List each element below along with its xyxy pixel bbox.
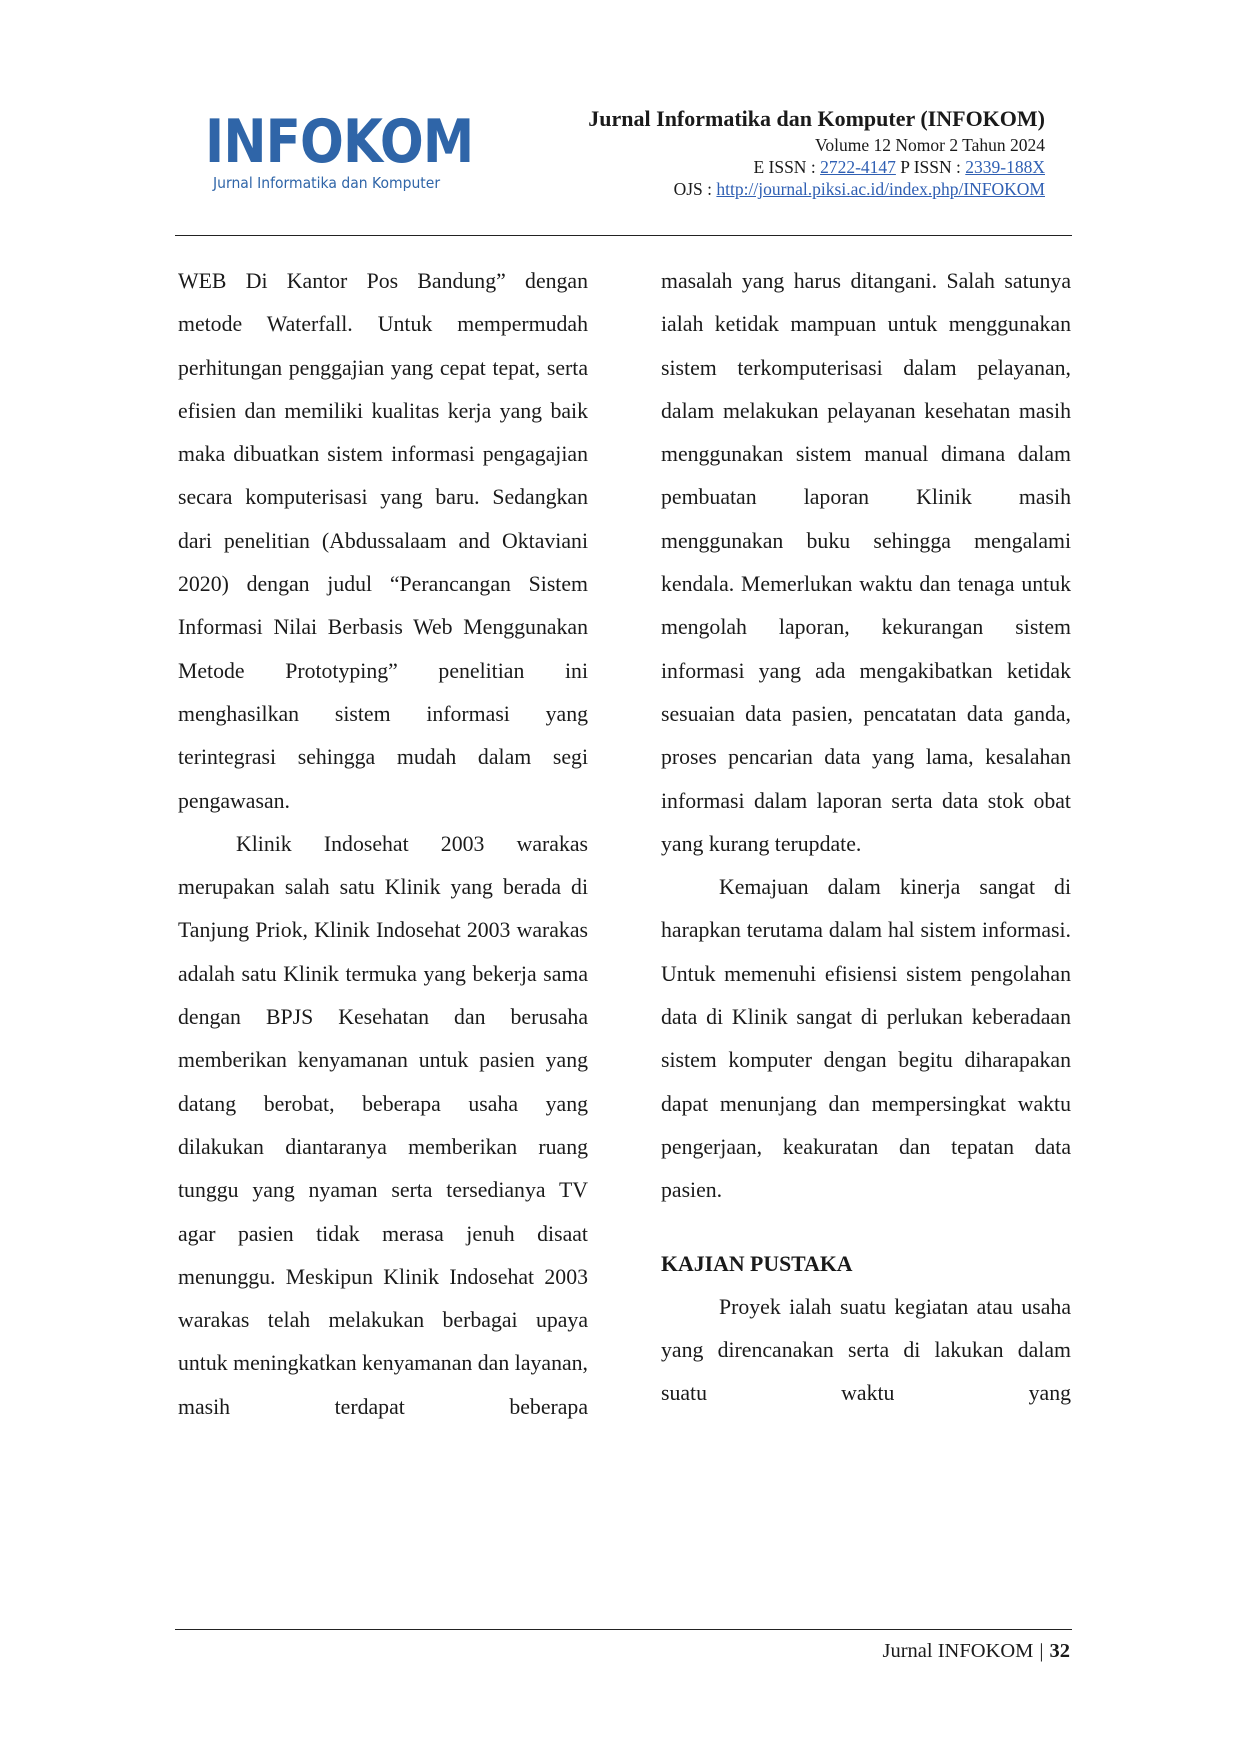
footer-separator: |	[1039, 1640, 1044, 1662]
logo-subtitle: Jurnal Informatika dan Komputer	[213, 174, 441, 192]
left-column	[178, 260, 588, 1429]
body-paragraph: Kemajuan dalam kinerja sangat di harapkan terutama dalam hal sistem informasi. Untuk memenuhi efisiensi sistem pengolahan data di Klinik sangat di perlukan keberadaan sistem komputer dengan begitu diharapakan dapat menunjang dan mempersingkat waktu pengerjaan, keakuratan dan tepatan data pasien.	[661, 875, 1071, 1203]
right-column	[661, 260, 1071, 1416]
eissn-link[interactable]: 2722-4147	[820, 157, 896, 177]
body-paragraph: WEB Di Kantor Pos Bandung” dengan metode Waterfall. Untuk mempermudah perhitungan penggajian yang cepat tepat, serta efisien dan memiliki kualitas kerja yang baik maka dibuatkan sistem informasi pengagajian secara komputerisasi yang baru. Sedangkan dari penelitian (Abdussalaam and Oktaviani 2020) dengan judul “Perancangan Sistem Informasi Nilai Berbasis Web Menggunakan Metode Prototyping” penelitian ini menghasilkan sistem informasi yang terintegrasi sehingga mudah dalam segi pengawasan.	[178, 269, 588, 813]
footer-journal-name: Jurnal INFOKOM	[882, 1640, 1034, 1662]
ojs-link[interactable]: http://journal.piksi.ac.id/index.php/INFOKOM	[716, 179, 1045, 199]
body-paragraph: Proyek ialah suatu kegiatan atau usaha yang direncanakan serta di lakukan dalam suatu waktu yang	[661, 1294, 1071, 1406]
pissn-link[interactable]: 2339-188X	[965, 157, 1045, 177]
header-divider	[175, 235, 1072, 236]
page-number: 32	[1049, 1640, 1070, 1662]
section-heading: KAJIAN PUSTAKA	[661, 1251, 853, 1276]
page-footer	[882, 1638, 1070, 1664]
footer-divider	[175, 1629, 1072, 1630]
issn-line	[588, 156, 1045, 178]
journal-volume: Volume 12 Nomor 2 Tahun 2024	[815, 135, 1045, 155]
journal-logo	[205, 107, 474, 197]
body-paragraph: Klinik Indosehat 2003 warakas merupakan salah satu Klinik yang berada di Tanjung Priok, Klinik Indosehat 2003 warakas adalah satu Klinik termuka yang bekerja sama dengan BPJS Kesehatan dan berusaha memberikan kenyamanan untuk pasien yang datang berobat, beberapa usaha yang dilakukan diantaranya memberikan ruang tunggu yang nyaman serta tersedianya TV agar pasien tidak merasa jenuh disaat menunggu. Meskipun Klinik Indosehat 2003 warakas telah melakukan berbagai upaya untuk meningkatkan kenyamanan dan layanan, masih terdapat beberapa	[178, 831, 588, 1419]
journal-header-info	[588, 104, 1045, 200]
body-paragraph: masalah yang harus ditangani. Salah satunya ialah ketidak mampuan untuk menggunakan sistem terkomputerisasi dalam pelayanan, dalam melakukan pelayanan kesehatan masih menggunakan sistem manual dimana dalam pembuatan laporan Klinik masih menggunakan buku sehingga mengalami kendala. Memerlukan waktu dan tenaga untuk mengolah laporan, kekurangan sistem informasi yang ada mengakibatkan ketidak sesuaian data pasien, pencatatan data ganda, proses pencarian data yang lama, kesalahan informasi dalam laporan serta data stok obat yang kurang terupdate.	[661, 269, 1071, 856]
ojs-label: OJS :	[673, 179, 713, 199]
pissn-label: P ISSN :	[900, 157, 961, 177]
logo-text: INFOKOM	[205, 107, 474, 177]
journal-title: Jurnal Informatika dan Komputer (INFOKOM)	[588, 106, 1045, 131]
eissn-label: E ISSN :	[753, 157, 816, 177]
ojs-line	[588, 178, 1045, 200]
